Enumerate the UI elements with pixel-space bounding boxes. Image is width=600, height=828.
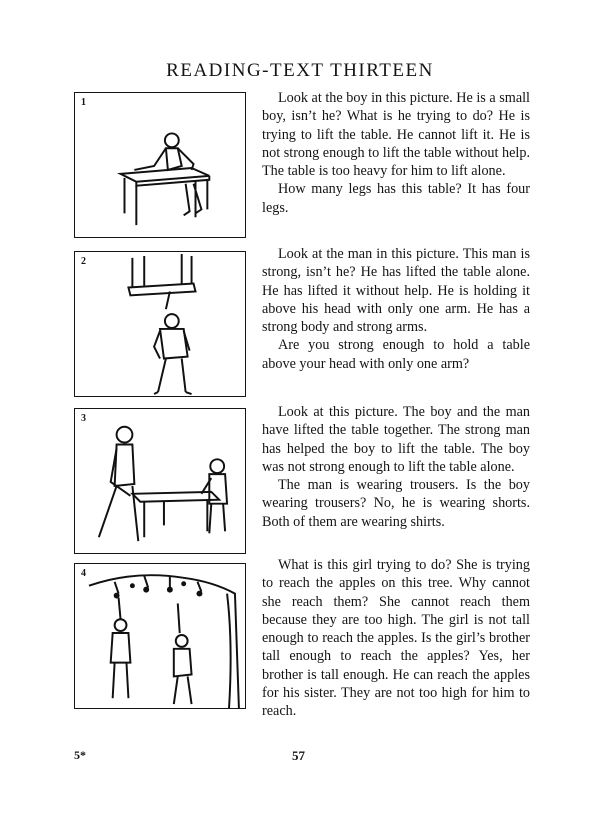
page-number: 57 (292, 748, 305, 763)
boy-lifting-table-illustration (75, 93, 245, 237)
reading-text-block-4 (262, 556, 530, 721)
picture-panel-1 (74, 92, 246, 238)
reading-text-block-3 (262, 403, 530, 531)
picture-panel-4 (74, 563, 246, 709)
paragraph: What is this girl trying to do? She is trying to reach the apples on this tree. Why cannot she reach them? She cannot reach them because they are too high. The girl is not tall enough to reach the apples. Is the girl’s brother tall enough to reach the apples? Yes, her brother is tall enough. He can reach the apples for his sister. They are not too high for him to reach. (262, 557, 530, 720)
picture-panel-2 (74, 251, 246, 397)
picture-number: 3 (81, 413, 86, 424)
signature-mark: 5* (74, 748, 86, 762)
reading-text-block-1 (262, 89, 530, 217)
paragraph: Look at the boy in this picture. He is a small boy, isn’t he? What is he trying to do? He is trying to lift the table. He cannot lift it. He is not strong enough to lift the table without help. The table is too heavy for him to lift alone. (262, 90, 530, 180)
paragraph: Look at the man in this picture. This man is strong, isn’t he? He has lifted the table alone. He has lifted it without help. He is holding it above his head with only one arm. He has a strong body and strong arms. (262, 246, 530, 336)
man-holding-table-illustration (75, 252, 245, 396)
reading-text-block-2 (262, 245, 530, 373)
picture-number: 4 (81, 568, 86, 579)
picture-panel-3 (74, 408, 246, 554)
man-and-boy-carrying-table-illustration (75, 409, 245, 553)
paragraph: How many legs has this table? It has four legs. (262, 181, 530, 216)
page-title: READING-TEXT THIRTEEN (166, 60, 434, 81)
paragraph: The man is wearing trousers. Is the boy wearing trousers? No, he is wearing shorts. Both of them are wearing shirts. (262, 477, 530, 530)
girl-reaching-apples-illustration (75, 564, 245, 708)
paragraph: Look at this picture. The boy and the man have lifted the table together. The strong man has helped the boy to lift the table. The boy was not strong enough to lift the table alone. (262, 404, 530, 475)
picture-number: 1 (81, 97, 86, 108)
picture-number: 2 (81, 256, 86, 267)
paragraph: Are you strong enough to hold a table above your head with only one arm? (262, 337, 530, 372)
